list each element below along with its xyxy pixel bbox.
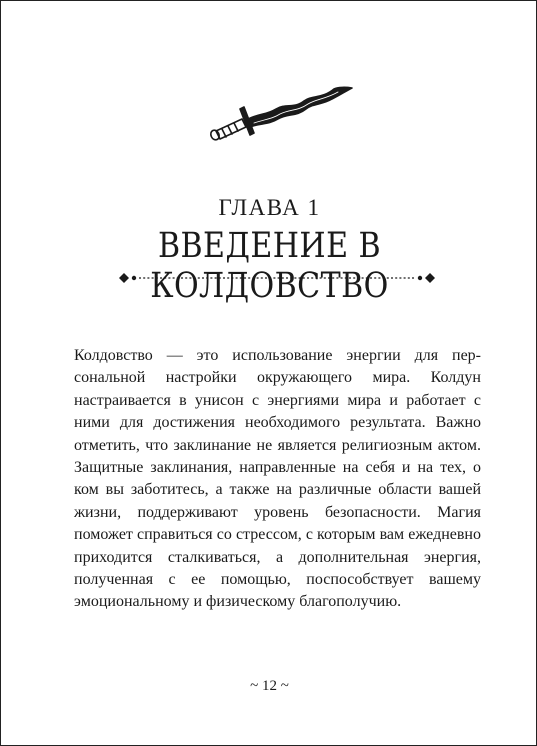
chapter-title: ВВЕДЕНИЕ В КОЛДОВСТВО (150, 226, 389, 306)
chapter-label: ГЛАВА 1 (218, 195, 321, 220)
page-number: ~ 12 ~ (250, 678, 289, 694)
dotted-rule-divider (119, 271, 435, 285)
body-paragraph: Колдовство — это использование энергии для персональной настройки окружающего мира. Колдун настраивается в унисон с энергиями мира и работает с ними для достижения необходимого результата. Важно отметить, что заклинание не является религиозным актом. Защитные заклинания, направленные на себя и на тех, о ком вы заботитесь, а также на различные области вашей жизни, поддерживают уровень безопасности. Магия поможет справиться со стрессом, с которым вам ежедневно приходится сталкиваться, а дополнительная энергия, полученная с ее помощью, поспособствует вашему эмоциональному и физическому благополучию. (74, 347, 481, 611)
wavy-dagger-icon (206, 79, 356, 149)
